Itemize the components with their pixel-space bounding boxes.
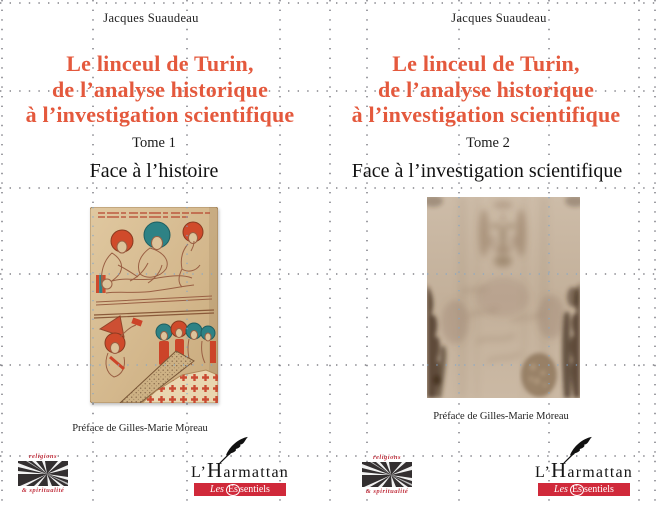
author-name: Jacques Suaudeau: [451, 11, 547, 25]
book-title: [352, 51, 621, 128]
harmattan-publisher-logo: [529, 437, 639, 496]
imprint-les-essentiels-badge: Les Es sentiels: [538, 483, 630, 496]
publisher-name: L’Harmattan: [535, 458, 633, 482]
author-name: Jacques Suaudeau: [103, 11, 199, 25]
shroud-of-turin-image: [427, 197, 580, 398]
pray-codex-miniature-image: [90, 207, 218, 403]
collection-logo-religions-spiritualite: [17, 453, 69, 494]
title-line-2: de l’analyse historique: [377, 76, 595, 102]
palm-rays-icon: [18, 461, 68, 486]
title-line-1: Le linceul de Turin,: [392, 51, 580, 76]
publisher-name: L’Harmattan: [191, 458, 289, 482]
harmattan-publisher-logo: [185, 437, 295, 496]
tome-number: Tome 2: [466, 135, 510, 151]
palm-rays-icon: [362, 462, 412, 487]
imprint-les-essentiels-badge: Les Es sentiels: [194, 483, 286, 496]
preface-credit: Préface de Gilles-Marie Moreau: [433, 411, 569, 422]
collection-name-bottom: & spiritualité: [365, 488, 409, 495]
collection-name-top: religions: [373, 454, 401, 461]
title-line-2: de l’analyse historique: [51, 76, 269, 102]
collection-name-top: religions: [29, 453, 57, 460]
tome-number: Tome 1: [132, 135, 176, 151]
subtitle: Face à l’histoire: [89, 160, 219, 182]
collection-logo-religions-spiritualite: [361, 454, 413, 495]
collection-name-bottom: & spiritualité: [21, 487, 65, 494]
book-title: [26, 51, 295, 128]
book-cover-tome-2: [329, 0, 658, 507]
subtitle: Face à l’investigation scientifique: [351, 160, 623, 182]
title-line-3: à l’investigation scientifique: [351, 102, 621, 127]
title-line-1: Le linceul de Turin,: [66, 51, 254, 76]
preface-credit: Préface de Gilles-Marie Moreau: [72, 423, 208, 434]
title-line-3: à l’investigation scientifique: [25, 102, 295, 127]
